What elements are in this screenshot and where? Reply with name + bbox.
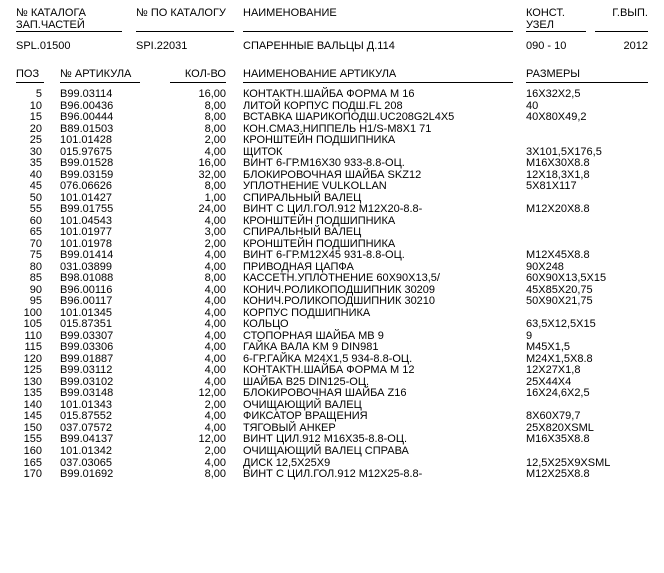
row-pos: 105 xyxy=(23,318,42,331)
row-article: 076.06626 xyxy=(60,180,112,193)
row-pos: 5 xyxy=(35,88,42,100)
row-article: B96.00436 xyxy=(60,99,114,112)
row-pos: 55 xyxy=(29,203,42,216)
row-name: КРОНШТЕЙН ПОДШИПНИКА xyxy=(243,237,396,250)
row-pos: 80 xyxy=(29,260,42,273)
row-name: 6-ГР.ГАЙКА M24X1,5 934-8.8-ОЦ. xyxy=(243,352,413,365)
row-qty: 24,00 xyxy=(198,203,226,216)
row-qty: 4,00 xyxy=(204,260,226,273)
row-pos: 145 xyxy=(23,410,42,423)
row-size: 12X18,3X1,8 xyxy=(526,168,590,181)
row-qty: 4,00 xyxy=(204,352,226,365)
row-name: ГАЙКА ВАЛА KM 9 DIN981 xyxy=(243,341,379,354)
row-size: 45X85X20,75 xyxy=(526,283,593,296)
row-name: ВИНТ 6-ГР.M16X30 933-8.8-ОЦ. xyxy=(243,157,405,170)
col-rule-qty xyxy=(170,82,226,83)
row-pos: 10 xyxy=(29,99,42,112)
row-pos: 160 xyxy=(23,444,42,457)
row-pos: 140 xyxy=(23,398,42,411)
name-label: НАИМЕНОВАНИЕ xyxy=(243,7,337,19)
row-name: ШАЙБА B25 DIN125-ОЦ. xyxy=(243,375,370,388)
row-name: ПРИВОДНАЯ ЦАПФА xyxy=(243,260,354,273)
row-qty: 4,00 xyxy=(204,145,226,158)
row-article: B99.03112 xyxy=(60,364,113,377)
table-row xyxy=(0,181,664,193)
row-qty: 1,00 xyxy=(204,191,226,204)
row-article: 037.07572 xyxy=(60,421,112,434)
row-article: 101.01428 xyxy=(60,134,112,147)
row-article: B89.01503 xyxy=(60,122,114,135)
row-name: СПИРАЛЬНЫЙ ВАЛЕЦ xyxy=(243,191,362,204)
row-size: 9 xyxy=(526,329,533,342)
row-name: СПИРАЛЬНЫЙ ВАЛЕЦ xyxy=(243,226,362,239)
row-pos: 165 xyxy=(23,456,42,469)
row-qty: 4,00 xyxy=(204,421,226,434)
row-pos: 155 xyxy=(23,433,42,446)
table-row xyxy=(0,446,664,458)
row-article: 101.01978 xyxy=(60,237,112,250)
col-rule-name xyxy=(243,82,513,83)
row-size: M12X25X8.8 xyxy=(526,468,590,481)
row-size: M12X45X8.8 xyxy=(526,249,590,262)
row-name: ТЯГОВЫЙ АНКЕР xyxy=(243,421,336,434)
row-article: B99.04137 xyxy=(60,433,114,446)
row-pos: 45 xyxy=(29,180,42,193)
row-size: 25X44X4 xyxy=(526,375,572,388)
row-pos: 15 xyxy=(29,111,42,124)
row-qty: 4,00 xyxy=(204,318,226,331)
row-qty: 4,00 xyxy=(204,214,226,227)
row-name: ВИНТ С ЦИЛ.ГОЛ.912 M12X25-8.8- xyxy=(243,468,423,481)
row-qty: 4,00 xyxy=(204,283,226,296)
row-article: B96.00117 xyxy=(60,295,113,308)
row-size: M24X1,5X8.8 xyxy=(526,352,593,365)
row-name: КОЛЬЦО xyxy=(243,318,289,331)
row-article: 101.04543 xyxy=(60,214,112,227)
table-row xyxy=(0,204,664,216)
row-article: B99.01755 xyxy=(60,203,114,216)
row-pos: 40 xyxy=(29,168,42,181)
row-qty: 8,00 xyxy=(204,272,226,285)
row-article: B99.03102 xyxy=(60,375,114,388)
table-row xyxy=(0,227,664,239)
row-article: B99.03148 xyxy=(60,387,114,400)
row-name: УПЛОТНЕНИЕ VULKOLLAN xyxy=(243,180,387,193)
row-article: B99.01887 xyxy=(60,352,114,365)
year-label: Г.ВЫП. xyxy=(612,7,648,19)
row-article: B99.01414 xyxy=(60,249,114,262)
row-name: КОРПУС ПОДШИПНИКА xyxy=(243,306,371,319)
header-rule-catalog xyxy=(16,31,122,32)
col-qty-header: КОЛ-ВО xyxy=(184,68,226,80)
row-name: ДИСК 12,5X25X9 xyxy=(243,456,331,469)
catalog-value: SPL.01500 xyxy=(16,40,71,52)
row-name: ВИНТ С ЦИЛ.ГОЛ.912 M12X20-8.8- xyxy=(243,203,423,216)
row-pos: 115 xyxy=(24,341,42,354)
row-name: ВСТАВКА ШАРИКОПОДШ.UC208G2L4X5 xyxy=(243,111,455,124)
row-qty: 4,00 xyxy=(204,375,226,388)
unit-value: 090 - 10 xyxy=(526,40,567,52)
catalog-no-value: SPI.22031 xyxy=(136,40,188,52)
row-article: B99.03307 xyxy=(60,329,114,342)
row-article: B99.03114 xyxy=(60,88,113,100)
catalog-label-line1: № КАТАЛОГА xyxy=(16,7,87,19)
row-pos: 170 xyxy=(23,468,42,481)
row-qty: 8,00 xyxy=(204,122,226,135)
row-size: 16X24,6X2,5 xyxy=(526,387,590,400)
row-qty: 8,00 xyxy=(204,180,226,193)
row-name: КАССЕТН.УПЛОТНЕНИЕ 60X90X13,5/ xyxy=(243,272,440,285)
row-article: B98.01088 xyxy=(60,272,114,285)
row-qty: 16,00 xyxy=(198,157,226,170)
header-rule-catalog-no xyxy=(136,31,234,32)
row-size: 40 xyxy=(526,99,539,112)
col-rule-pos xyxy=(16,82,44,83)
row-pos: 30 xyxy=(29,145,42,158)
row-article: B99.03306 xyxy=(60,341,114,354)
row-size: 40X80X49,2 xyxy=(526,111,587,124)
row-article: B99.01528 xyxy=(60,157,114,170)
row-article: B99.03159 xyxy=(60,168,114,181)
unit-label-line1: КОНСТ. xyxy=(526,7,565,19)
row-pos: 135 xyxy=(23,387,42,400)
row-article: 015.97675 xyxy=(60,145,112,158)
row-name: КОНИЧ.РОЛИКОПОДШИПНИК 30210 xyxy=(243,295,436,308)
row-qty: 4,00 xyxy=(204,306,226,319)
row-pos: 130 xyxy=(23,375,42,388)
row-name: БЛОКИРОВОЧНАЯ ШАЙБА Z16 xyxy=(243,387,407,400)
col-size-header: РАЗМЕРЫ xyxy=(526,68,581,80)
row-pos: 90 xyxy=(29,283,42,296)
row-pos: 125 xyxy=(23,364,42,377)
row-size: M16X30X8.8 xyxy=(526,157,590,170)
row-size: 63,5X12,5X15 xyxy=(526,318,596,331)
row-size: M16X35X8.8 xyxy=(526,433,590,446)
row-size: 3X101,5X176,5 xyxy=(526,145,602,158)
row-size: M12X20X8.8 xyxy=(526,203,590,216)
row-name: ВИНТ ЦИЛ.912 M16X35-8.8-ОЦ. xyxy=(243,433,408,446)
row-size: 90X248 xyxy=(526,260,564,273)
row-size: 25X820XSML xyxy=(526,421,594,434)
row-article: 015.87552 xyxy=(60,410,112,423)
row-pos: 75 xyxy=(29,249,42,262)
row-pos: 95 xyxy=(29,295,42,308)
row-name: ЩИТОК xyxy=(243,145,283,158)
col-rule-article xyxy=(60,82,140,83)
row-pos: 50 xyxy=(29,191,42,204)
row-size: 50X90X21,75 xyxy=(526,295,593,308)
row-size: 12,5X25X9XSML xyxy=(526,456,611,469)
catalog-no-label: № ПО КАТАЛОГУ xyxy=(136,7,226,19)
assembly-name-value: СПАРЕННЫЕ ВАЛЬЦЫ Д.114 xyxy=(243,40,395,52)
row-size: 8X60X79,7 xyxy=(526,410,581,423)
row-qty: 8,00 xyxy=(204,99,226,112)
row-pos: 60 xyxy=(29,214,42,227)
row-qty: 4,00 xyxy=(204,364,226,377)
row-qty: 8,00 xyxy=(204,468,226,481)
row-article: 101.01427 xyxy=(60,191,112,204)
row-pos: 100 xyxy=(23,306,42,319)
row-qty: 4,00 xyxy=(204,410,226,423)
row-pos: 65 xyxy=(29,226,42,239)
row-pos: 20 xyxy=(29,122,42,135)
table-row xyxy=(0,469,664,481)
row-article: 101.01977 xyxy=(60,226,112,239)
row-qty: 4,00 xyxy=(204,329,226,342)
row-qty: 2,00 xyxy=(204,398,226,411)
row-name: КОН.СМАЗ.НИППЕЛЬ H1/S-M8X1 71 xyxy=(243,122,432,135)
row-name: БЛОКИРОВОЧНАЯ ШАЙБА SKZ12 xyxy=(243,168,422,181)
row-pos: 70 xyxy=(29,237,42,250)
table-row xyxy=(0,89,664,101)
row-qty: 2,00 xyxy=(204,444,226,457)
table-row xyxy=(0,158,664,170)
row-qty: 8,00 xyxy=(204,111,226,124)
row-name: КОНТАКТН.ШАЙБА ФОРМА М 12 xyxy=(243,364,415,377)
row-name: КОНИЧ.РОЛИКОПОДШИПНИК 30209 xyxy=(243,283,436,296)
row-article: 101.01342 xyxy=(60,444,112,457)
row-qty: 12,00 xyxy=(198,433,226,446)
row-pos: 35 xyxy=(29,157,42,170)
row-qty: 16,00 xyxy=(198,88,226,100)
row-size: 16X32X2,5 xyxy=(526,88,581,100)
row-name: КОНТАКТН.ШАЙБА ФОРМА М 16 xyxy=(243,88,415,100)
table-row xyxy=(0,135,664,147)
row-qty: 2,00 xyxy=(204,237,226,250)
header-rule-name xyxy=(243,31,513,32)
col-pos-header: ПОЗ xyxy=(16,68,40,80)
row-qty: 4,00 xyxy=(204,249,226,262)
year-value: 2012 xyxy=(623,40,648,52)
header-rule-unit xyxy=(526,31,586,32)
row-article: 031.03899 xyxy=(60,260,112,273)
row-pos: 110 xyxy=(24,329,42,342)
catalog-number-label xyxy=(16,7,86,31)
row-qty: 4,00 xyxy=(204,341,226,354)
row-name: ОЧИЩАЮЩИЙ ВАЛЕЦ xyxy=(243,398,362,411)
table-row xyxy=(0,250,664,262)
table-row xyxy=(0,112,664,124)
col-article-header: № АРТИКУЛА xyxy=(60,68,132,80)
col-name-header: НАИМЕНОВАНИЕ АРТИКУЛА xyxy=(243,68,397,80)
row-name: КРОНШТЕЙН ПОДШИПНИКА xyxy=(243,214,396,227)
row-pos: 85 xyxy=(29,272,42,285)
row-qty: 2,00 xyxy=(204,134,226,147)
row-name: ЛИТОЙ КОРПУС ПОДШ.FL 208 xyxy=(243,99,403,112)
unit-label-line2: УЗЕЛ xyxy=(526,19,554,31)
row-qty: 4,00 xyxy=(204,456,226,469)
row-pos: 150 xyxy=(23,421,42,434)
row-article: B96.00116 xyxy=(60,283,113,296)
row-name: ОЧИЩАЮЩИЙ ВАЛЕЦ СПРАВА xyxy=(243,444,409,457)
row-qty: 4,00 xyxy=(204,295,226,308)
unit-label xyxy=(526,7,565,31)
row-article: B96.00444 xyxy=(60,111,114,124)
row-name: СТОПОРНАЯ ШАЙБА MB 9 xyxy=(243,329,384,342)
parts-table xyxy=(0,89,664,481)
row-qty: 3,00 xyxy=(204,226,226,239)
header-rule-year xyxy=(595,31,648,32)
row-article: 101.01343 xyxy=(60,398,112,411)
col-rule-size xyxy=(526,82,648,83)
catalog-label-line2: ЗАП.ЧАСТЕЙ xyxy=(16,19,85,31)
row-article: 015.87351 xyxy=(60,318,112,331)
row-qty: 12,00 xyxy=(198,387,226,400)
row-size: M45X1,5 xyxy=(526,341,571,354)
row-pos: 120 xyxy=(23,352,42,365)
row-name: КРОНШТЕЙН ПОДШИПНИКА xyxy=(243,134,396,147)
row-size: 60X90X13,5X15 xyxy=(526,272,607,285)
row-size: 12X27X1,8 xyxy=(526,364,581,377)
row-name: ФИКСАТОР ВРАЩЕНИЯ xyxy=(243,410,368,423)
row-article: B99.01692 xyxy=(60,468,114,481)
row-qty: 32,00 xyxy=(198,168,226,181)
row-article: 037.03065 xyxy=(60,456,112,469)
row-size: 5X81X117 xyxy=(526,180,577,193)
row-pos: 25 xyxy=(29,134,42,147)
row-article: 101.01345 xyxy=(60,306,112,319)
row-name: ВИНТ 6-ГР.M12X45 931-8.8-ОЦ. xyxy=(243,249,405,262)
